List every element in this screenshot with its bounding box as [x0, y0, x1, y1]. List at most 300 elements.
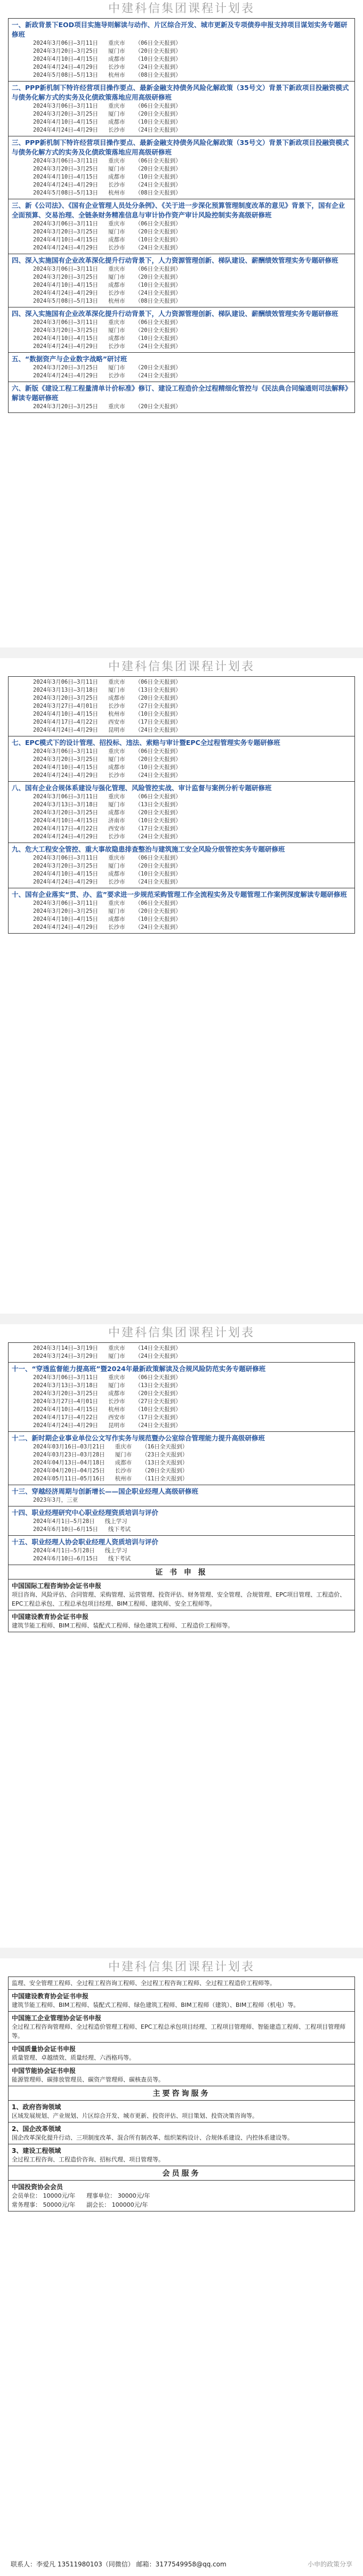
schedule-date: 2024年04月20日—04月25日 — [33, 1468, 105, 1474]
cert-title: 中国建设教育协会证书申报 — [12, 1613, 89, 1621]
schedule-note: （24日全天报到） — [135, 372, 181, 379]
schedule-date: 2024年4月10日—4月15日 — [33, 237, 99, 243]
schedule-list — [12, 1443, 351, 1483]
schedule-city: 长沙市 — [108, 245, 125, 251]
schedule-city: 成都市 — [108, 174, 125, 180]
schedule-note: （08日全天报到） — [135, 72, 181, 78]
member-label: 会员单位： — [12, 2192, 41, 2199]
schedule-row — [33, 1443, 351, 1451]
schedule-city: 厦门市 — [108, 229, 125, 235]
schedule-city: 厦门市 — [108, 166, 125, 172]
schedule-row — [33, 862, 351, 870]
schedule-note: （06日全天报到） — [135, 900, 181, 906]
schedule-note: （10日全天报到） — [135, 119, 181, 125]
schedule-note: （24日全天报到） — [135, 879, 181, 885]
schedule-list — [12, 102, 351, 134]
schedule-date: 2024年3月20日—3月25日 — [33, 229, 99, 235]
schedule-note: （27日全天报到） — [135, 1398, 181, 1405]
course-title: 九、危大工程安全管控、重大事故隐患排查整治与建筑施工安全风险分级管控实务专题研修班 — [12, 845, 285, 853]
schedule-city: 重庆市 — [108, 266, 125, 272]
consult-body: 全过程工程咨询、工程造价咨询、招标代理、项目管理等。 — [12, 2156, 164, 2163]
cert-title: 中国质量协会证书申报 — [12, 2045, 76, 2053]
course-section — [9, 307, 355, 353]
schedule-city: 厦门市 — [108, 863, 125, 869]
schedule-note: （20日全天报到） — [135, 274, 181, 280]
schedule-city: 长沙市 — [108, 879, 125, 885]
schedule-city: 厦门市 — [108, 1353, 125, 1359]
schedule-date: 2024年3月06日—3月11日 — [33, 679, 99, 685]
schedule-date: 2024年3月20日—3月25日 — [33, 809, 99, 816]
schedule-row — [33, 756, 351, 764]
course-cell — [9, 782, 355, 843]
course-section — [9, 82, 355, 136]
schedule-row — [33, 364, 351, 372]
schedule-note: （10日全天报到） — [135, 56, 181, 62]
cert-body: 能源管理师、碳排放管理员、碳资产管理师、碳核查员等。 — [12, 2076, 164, 2083]
schedule-date: 2024年4月10日—4月15日 — [33, 711, 99, 717]
schedule-city: 成都市 — [108, 282, 125, 288]
course-section — [9, 677, 355, 736]
schedule-note: （20日全天报到） — [135, 327, 181, 334]
schedule-date: 2024年5月08日—5月13日 — [33, 72, 99, 78]
course-section — [9, 1343, 355, 1363]
schedule-note: （24日全天报到） — [135, 1353, 181, 1359]
schedule-date: 2024年6月10日—6月15日 — [33, 1556, 99, 1562]
schedule-note: （24日全天报到） — [135, 727, 181, 733]
schedule-row — [33, 281, 351, 289]
schedule-date: 2024年4月24日—4月29日 — [33, 1422, 99, 1429]
schedule-note: （06日全天报到） — [135, 319, 181, 326]
schedule-date: 2024年3月20日—3月25日 — [33, 1390, 99, 1397]
course-section — [9, 1432, 355, 1485]
course-title: 十二、新时期企业事业单位公文写作实务与规范暨办公室综合管理能力提升高级研修班 — [12, 1434, 265, 1442]
schedule-city: 厦门市 — [115, 1452, 132, 1458]
schedule-city: 重庆市 — [108, 403, 125, 410]
schedule-row — [33, 1382, 351, 1390]
schedule-row — [33, 748, 351, 756]
schedule-note: （06日全天报到） — [135, 679, 181, 685]
schedule-row — [33, 1422, 351, 1430]
schedule-date: 2024年4月24日—4月29日 — [33, 833, 99, 840]
schedule-date: 2024年4月24日—4月29日 — [33, 290, 99, 296]
schedule-row — [33, 55, 351, 63]
course-table — [8, 676, 355, 934]
schedule-date: 2024年3月06日—3月11日 — [33, 103, 99, 109]
cert-body: 全过程工程咨询管理师、全过程造价管理工程师、EPC工程总承包项目经理、工程项目管理师、智能建造工程师、工程项目管理师等。 — [12, 2023, 346, 2039]
consult-title: 2、国企改革领域 — [12, 2125, 61, 2133]
schedule-date: 2024年3月20日—3月25日 — [33, 327, 99, 334]
course-section — [9, 19, 355, 82]
course-cell — [9, 307, 355, 353]
member-label: 常务理事： — [12, 2201, 41, 2208]
course-section — [9, 1536, 355, 1565]
schedule-row — [33, 833, 351, 841]
schedule-date: 2024年4月24日—4月29日 — [33, 924, 99, 930]
course-section — [9, 136, 355, 199]
schedule-row — [33, 265, 351, 273]
schedule-row — [33, 1547, 351, 1555]
page-title: 中建科信集团课程计划表 — [108, 2, 255, 15]
cert-item — [9, 2012, 355, 2043]
schedule-city: 成都市 — [108, 809, 125, 816]
schedule-row — [33, 1555, 351, 1563]
schedule-note: （06日全天报到） — [135, 221, 181, 227]
schedule-list — [12, 403, 351, 411]
schedule-date: 2024年3月06日—3月11日 — [33, 855, 99, 861]
schedule-row — [33, 335, 351, 343]
schedule-date: 2024年4月17日—4月22日 — [33, 1414, 99, 1421]
schedule-row — [33, 825, 351, 833]
schedule-note: （10日全天报到） — [135, 174, 181, 180]
schedule-date: 2024年3月20日—3月25日 — [33, 111, 99, 117]
service-table — [8, 1976, 355, 2212]
schedule-list — [12, 265, 351, 305]
schedule-note: （06日全天报到） — [135, 748, 181, 755]
course-cell — [9, 1536, 355, 1565]
schedule-date: 2024年4月24日—4月29日 — [33, 182, 99, 188]
schedule-note: （13日全天报到） — [135, 801, 181, 808]
course-title: 十五、职业经理人协会职业经理人资质培训与评价 — [12, 1538, 159, 1546]
schedule-city: 成都市 — [108, 871, 125, 877]
schedule-date: 2024年3月06日—3月11日 — [33, 319, 99, 326]
schedule-city: 线上学习 — [104, 1518, 127, 1525]
schedule-date: 2024年5月08日—5月13日 — [33, 298, 99, 304]
schedule-list — [12, 748, 351, 780]
schedule-list — [12, 678, 351, 734]
schedule-row — [33, 1344, 351, 1352]
contact-footer — [0, 2553, 363, 2576]
schedule-date: 2024年3月20日—3月25日 — [33, 48, 99, 54]
course-cell — [9, 136, 355, 199]
schedule-row — [33, 924, 351, 931]
schedule-date: 2024年4月10日—4月15日 — [33, 119, 99, 125]
schedule-date: 2024年4月10日—4月15日 — [33, 56, 99, 62]
schedule-row — [33, 710, 351, 718]
course-title: 七、EPC模式下的设计管理、招投标、违法、索赔与审计暨EPC全过程管理实务专题研修班 — [12, 739, 280, 747]
member-fee: 50000元/年 — [43, 2201, 76, 2208]
page-2 — [0, 658, 363, 1314]
schedule-note: （08日全天报到） — [135, 190, 181, 196]
schedule-row — [33, 900, 351, 908]
schedule-city: 杭州市 — [108, 190, 125, 196]
schedule-list — [12, 854, 351, 886]
schedule-date: 2024年5月08日—5月13日 — [33, 190, 99, 196]
schedule-note: （06日全天报到） — [135, 266, 181, 272]
schedule-row — [33, 1374, 351, 1382]
course-section — [9, 353, 355, 382]
schedule-row — [33, 772, 351, 780]
schedule-list — [12, 793, 351, 841]
schedule-row — [33, 1496, 351, 1504]
schedule-city: 长沙市 — [108, 343, 125, 350]
schedule-date: 2024年3月13日—3月18日 — [33, 801, 99, 808]
schedule-note: （10日全天报到） — [135, 282, 181, 288]
schedule-row — [33, 878, 351, 886]
schedule-note: （24日全天报到） — [135, 833, 181, 840]
schedule-row — [33, 228, 351, 236]
schedule-city: 重庆市 — [108, 221, 125, 227]
schedule-note: （10日全天报到） — [135, 1406, 181, 1413]
schedule-date: 2024年3月20日—3月25日 — [33, 166, 99, 172]
schedule-note: （20日全天报到） — [135, 403, 181, 410]
schedule-note: （06日全天报到） — [135, 793, 181, 800]
schedule-note: （24日全天报到） — [135, 245, 181, 251]
consult-title: 1、政府咨询领域 — [12, 2103, 61, 2111]
schedule-city: 线下考试 — [108, 1556, 131, 1562]
cert-item — [9, 2064, 355, 2086]
schedule-note: （10日全天报到） — [135, 817, 181, 824]
course-cell — [9, 1506, 355, 1536]
schedule-list — [12, 1344, 351, 1360]
schedule-row — [33, 165, 351, 173]
consult-title: 3、建设工程领域 — [12, 2147, 61, 2154]
schedule-city: 线上学习 — [104, 1548, 127, 1554]
schedule-row — [33, 327, 351, 335]
schedule-date: 2024年3月06日—3月11日 — [33, 1374, 99, 1381]
schedule-city: 昆明市 — [108, 727, 125, 733]
course-title: 十四、职业经理研究中心职业经理资质培训与评价 — [12, 1509, 159, 1517]
schedule-date: 2024年3月06日—3月11日 — [33, 40, 99, 46]
schedule-note: （24日全天报到） — [135, 290, 181, 296]
schedule-note: （27日全天报到） — [135, 703, 181, 709]
course-table — [8, 1342, 355, 1632]
schedule-note: （10日全天报到） — [135, 871, 181, 877]
schedule-city: 成都市 — [108, 335, 125, 342]
schedule-date: 2024年03月23日—03月28日 — [33, 1452, 105, 1458]
schedule-date: 2023年3月，三亚 — [33, 1497, 78, 1503]
schedule-row — [33, 319, 351, 327]
schedule-city: 厦门市 — [108, 327, 125, 334]
schedule-note: （24日全天报到） — [135, 64, 181, 70]
schedule-city: 长沙市 — [108, 290, 125, 296]
cert-intro: 监理、安全管理工程师、全过程工程咨询工程师、全过程工程咨询工程师、全过程工程造价工程师等。 — [9, 1977, 355, 1990]
schedule-note: （13日全天报到） — [135, 687, 181, 693]
schedule-note: （20日全天报到） — [135, 364, 181, 371]
schedule-city: 厦门市 — [108, 48, 125, 54]
consult-body: 区域发展规划、产业规划、片区综合开发、城市更新、投资评估、项目策划、投资决策咨询等。 — [12, 2112, 258, 2119]
schedule-row — [33, 764, 351, 772]
schedule-row — [33, 1467, 351, 1475]
schedule-date: 2024年4月24日—4月29日 — [33, 772, 99, 779]
schedule-city: 重庆市 — [108, 1345, 125, 1351]
schedule-note: （08日全天报到） — [135, 298, 181, 304]
schedule-row — [33, 181, 351, 189]
schedule-city: 成都市 — [108, 695, 125, 701]
cert-body: 建筑节能工程师、BIM工程师、装配式工程师、绿色建筑工程师、BIM工程师（建筑）、BIM工程师（机电）等。 — [12, 2002, 300, 2008]
schedule-date: 2024年3月06日—3月11日 — [33, 221, 99, 227]
schedule-note: （10日全天报到） — [135, 764, 181, 771]
schedule-city: 重庆市 — [108, 40, 125, 46]
schedule-note: （24日全天报到） — [135, 182, 181, 188]
schedule-note: （24日全天报到） — [135, 127, 181, 133]
schedule-city: 杭州市 — [108, 711, 125, 717]
schedule-city: 长沙市 — [108, 1398, 125, 1405]
schedule-row — [33, 403, 351, 411]
schedule-city: 长沙市 — [108, 182, 125, 188]
schedule-city: 杭州市 — [108, 72, 125, 78]
course-section — [9, 254, 355, 307]
schedule-row — [33, 157, 351, 165]
page-title: 中建科信集团课程计划表 — [108, 1961, 255, 1974]
schedule-city: 线下考试 — [108, 1526, 131, 1533]
member-block — [9, 2181, 355, 2212]
schedule-row — [33, 809, 351, 817]
schedule-city: 杭州市 — [115, 1476, 132, 1482]
member-heading: 会员服务 — [9, 2166, 355, 2181]
course-section — [9, 199, 355, 254]
schedule-city: 成都市 — [108, 764, 125, 771]
schedule-date: 2024年3月20日—3月25日 — [33, 403, 99, 410]
schedule-city: 长沙市 — [108, 833, 125, 840]
member-fee: 30000元/年 — [117, 2192, 150, 2199]
cert-body: 质量管理、卓越绩效、质量经理、六西格玛等。 — [12, 2054, 135, 2061]
schedule-note: （20日全天报到） — [142, 1468, 188, 1474]
schedule-city: 重庆市 — [108, 103, 125, 109]
schedule-city: 西安市 — [108, 719, 125, 725]
schedule-list — [12, 1374, 351, 1430]
schedule-city: 厦门市 — [108, 756, 125, 763]
schedule-note: （24日全天报到） — [135, 772, 181, 779]
schedule-row — [33, 343, 351, 351]
course-cell — [9, 82, 355, 136]
schedule-city: 重庆市 — [108, 900, 125, 906]
contact-text: 联系人：李爱凡 13511980103（同微信） 邮箱：3177549958@qq.com — [11, 2561, 227, 2568]
schedule-row — [33, 1390, 351, 1398]
course-cell — [9, 677, 355, 736]
course-title: 三、新《公司法》、《国有企业管理人员处分条例》、《关于进一步深化预算管理制度改革的意见》背景下，国有企业全面预算、交易治理、全链条财务精准信息与审计协作资产审计风险控制实务高级研修班 — [12, 201, 345, 219]
schedule-city: 重庆市 — [108, 1374, 125, 1381]
schedule-row — [33, 273, 351, 281]
course-section — [9, 382, 355, 413]
schedule-city: 成都市 — [108, 56, 125, 62]
schedule-row — [33, 118, 351, 126]
schedule-date: 2024年3月20日—3月25日 — [33, 274, 99, 280]
cert-body: 项目咨询、风险评估、合同管理、采购管理、运营管理、投资评估、财务管理、安全管理、合规管理、EPC项目管理、工程造价、EPC工程总承包、工程总承包项目经理、BIM工程师、建筑师、安全工程师等。 — [12, 1591, 346, 1607]
schedule-row — [33, 289, 351, 297]
schedule-date: 2024年4月10日—4月15日 — [33, 1406, 99, 1413]
schedule-note: （14日全天报到） — [135, 1345, 181, 1351]
course-title: 十、国有企业落实“贯、办、监”要求进一步规范采购管理工作全流程实务及专题管理工作案例深度解读专题研修班 — [12, 890, 347, 898]
schedule-date: 2024年3月13日—3月18日 — [33, 687, 99, 693]
course-section — [9, 1363, 355, 1432]
schedule-city: 长沙市 — [108, 127, 125, 133]
schedule-note: （20日全天报到） — [135, 756, 181, 763]
course-section — [9, 888, 355, 934]
consult-item — [9, 2101, 355, 2123]
schedule-city: 西安市 — [108, 825, 125, 832]
schedule-city: 厦门市 — [108, 908, 125, 914]
cert-item — [9, 1990, 355, 2012]
course-title: 二、PPP新机制下特许经营项目操作要点、最新金融支持债务风险化解政策（35号文）背景下新政项目投融资模式与债务化解方式的实务及化债政策落地应用高级研修班 — [12, 84, 349, 101]
schedule-city: 重庆市 — [108, 679, 125, 685]
schedule-row — [33, 244, 351, 252]
course-section — [9, 1485, 355, 1506]
schedule-row — [33, 726, 351, 734]
schedule-note: （20日全天报到） — [135, 166, 181, 172]
schedule-note: （20日全天报到） — [135, 111, 181, 117]
cert-item — [9, 1579, 355, 1610]
schedule-date: 2024年3月27日—4月01日 — [33, 703, 99, 709]
schedule-date: 2024年03月16日—03月21日 — [33, 1444, 105, 1450]
schedule-date: 2024年4月10日—4月15日 — [33, 764, 99, 771]
consult-item — [9, 2144, 355, 2166]
schedule-note: （20日全天报到） — [135, 908, 181, 914]
schedule-date: 2024年3月24日—3月29日 — [33, 1353, 99, 1359]
schedule-date: 2024年3月14日—3月19日 — [33, 1345, 99, 1351]
schedule-city: 厦门市 — [108, 111, 125, 117]
schedule-city: 杭州市 — [108, 1406, 125, 1413]
schedule-list — [12, 39, 351, 79]
schedule-note: （24日全天报到） — [135, 924, 181, 930]
member-fee: 100000元/年 — [111, 2201, 148, 2208]
schedule-note: （10日全天报到） — [135, 711, 181, 717]
schedule-date: 2024年4月24日—4月29日 — [33, 245, 99, 251]
schedule-note: （10日全天报到） — [135, 237, 181, 243]
schedule-row — [33, 1518, 351, 1526]
consult-heading: 主要咨询服务 — [9, 2086, 355, 2101]
page-4 — [0, 1958, 363, 2553]
course-cell — [9, 1363, 355, 1432]
page-3 — [0, 1324, 363, 1948]
cert-title: 中国建设教育协会证书申报 — [12, 1992, 89, 2000]
schedule-row — [33, 173, 351, 181]
schedule-city: 长沙市 — [108, 64, 125, 70]
schedule-date: 2024年05月11日—05月16日 — [33, 1476, 105, 1482]
schedule-city: 长沙市 — [108, 924, 125, 930]
schedule-row — [33, 686, 351, 694]
schedule-note: （20日全天报到） — [135, 48, 181, 54]
course-cell — [9, 382, 355, 413]
schedule-row — [33, 1459, 351, 1467]
member-fee: 10000元/年 — [43, 2192, 76, 2199]
cert-item — [9, 1610, 355, 1632]
schedule-city: 长沙市 — [108, 703, 125, 709]
schedule-note: （10日全天报到） — [135, 335, 181, 342]
schedule-row — [33, 801, 351, 809]
schedule-date: 2024年3月06日—3月11日 — [33, 266, 99, 272]
course-cell — [9, 1432, 355, 1485]
schedule-date: 2024年3月27日—4月01日 — [33, 1398, 99, 1405]
member-row — [12, 2200, 351, 2209]
schedule-city: 厦门市 — [108, 687, 125, 693]
schedule-note: （17日全天报到） — [135, 1414, 181, 1421]
schedule-list — [12, 220, 351, 252]
schedule-note: （20日全天报到） — [135, 695, 181, 701]
schedule-row — [33, 702, 351, 710]
course-cell — [9, 19, 355, 82]
cert-body: 建筑节能工程师、BIM工程师、装配式工程师、绿色建筑工程师、工程造价工程师等。 — [12, 1622, 234, 1629]
course-title: 八、国有企业合规体系建设与强化管理、风险管控实战、审计监督与案例分析专题研修班 — [12, 784, 272, 792]
cert-title: 中国国际工程咨询协会证书申报 — [12, 1582, 102, 1590]
schedule-city: 重庆市 — [108, 793, 125, 800]
schedule-row — [33, 110, 351, 118]
schedule-note: （06日全天报到） — [135, 158, 181, 164]
schedule-note: （06日全天报到） — [135, 1374, 181, 1381]
page-1 — [0, 0, 363, 647]
schedule-date: 2024年4月1日—5月28日 — [33, 1548, 95, 1554]
schedule-date: 2024年6月10日—6月15日 — [33, 1526, 99, 1533]
schedule-date: 2024年4月24日—4月29日 — [33, 343, 99, 350]
schedule-list — [12, 319, 351, 351]
course-cell — [9, 353, 355, 382]
schedule-date: 2024年4月10日—4月15日 — [33, 871, 99, 877]
schedule-row — [33, 102, 351, 110]
schedule-list — [12, 900, 351, 931]
schedule-list — [12, 1518, 351, 1534]
schedule-date: 2024年3月06日—3月11日 — [33, 158, 99, 164]
course-title: 一、新政背景下EOD项目实施导则解读与动作、片区综合开发、城市更新及专项债券申报支持项目谋划实务专题研修班 — [12, 21, 348, 38]
schedule-note: （06日全天报到） — [135, 855, 181, 861]
